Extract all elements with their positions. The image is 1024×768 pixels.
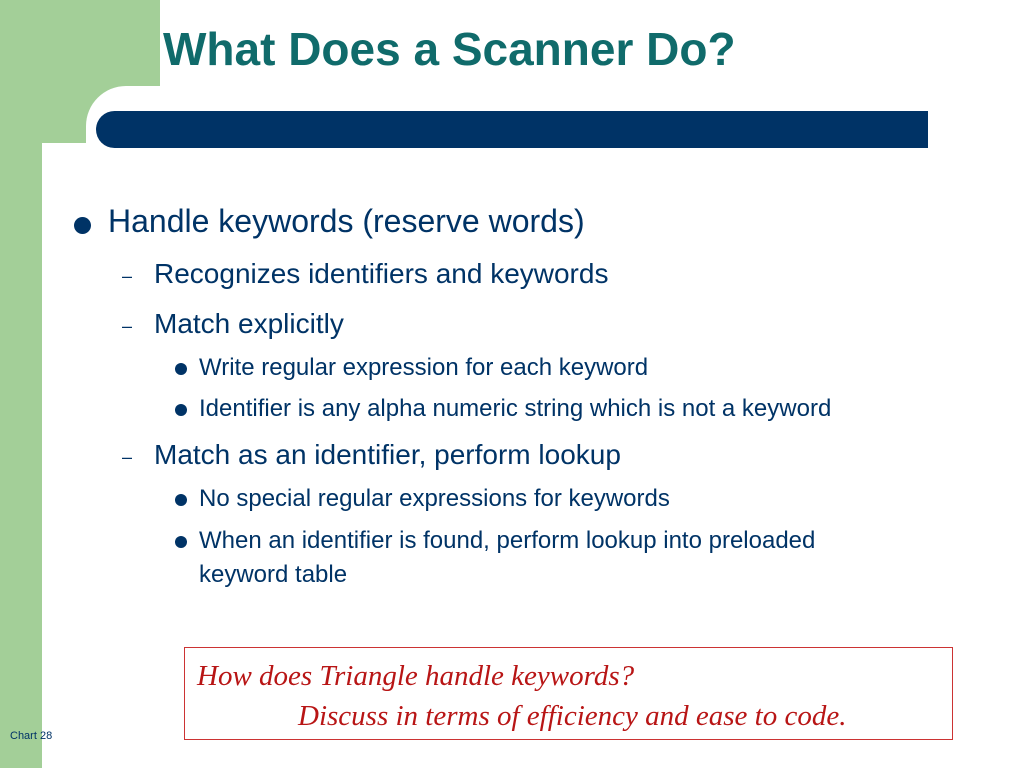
list-item: Write regular expression for each keyword (199, 354, 649, 381)
sub-bullet-match-explicitly: Match explicitly (154, 308, 344, 339)
list-item: Identifier is any alpha numeric string which is not a keyword (199, 395, 832, 422)
bullet-icon (175, 404, 187, 416)
main-bullet-icon (74, 217, 91, 234)
dash-icon: – (122, 266, 133, 286)
sub-bullet-recognizes: Recognizes identifiers and keywords (154, 258, 609, 289)
bullet-icon (175, 494, 187, 506)
list-item: No special regular expressions for keywords (199, 485, 670, 512)
bullet-icon (175, 363, 187, 375)
list-item-continuation: keyword table (199, 561, 348, 588)
slide-number-label: Chart 28 (10, 730, 53, 742)
question-line-1: How does Triangle handle keywords? (197, 660, 635, 692)
bullet-icon (175, 536, 187, 548)
slide-title: What Does a Scanner Do? (163, 23, 736, 75)
dash-icon: – (122, 447, 133, 467)
question-box (184, 647, 953, 740)
list-item: When an identifier is found, perform lookup into preloaded (199, 527, 816, 554)
sub-bullet-match-identifier: Match as an identifier, perform lookup (154, 439, 621, 470)
dash-icon: – (122, 316, 133, 336)
main-bullet-text: Handle keywords (reserve words) (108, 203, 585, 239)
question-line-2: Discuss in terms of efficiency and ease to code. (298, 700, 847, 732)
